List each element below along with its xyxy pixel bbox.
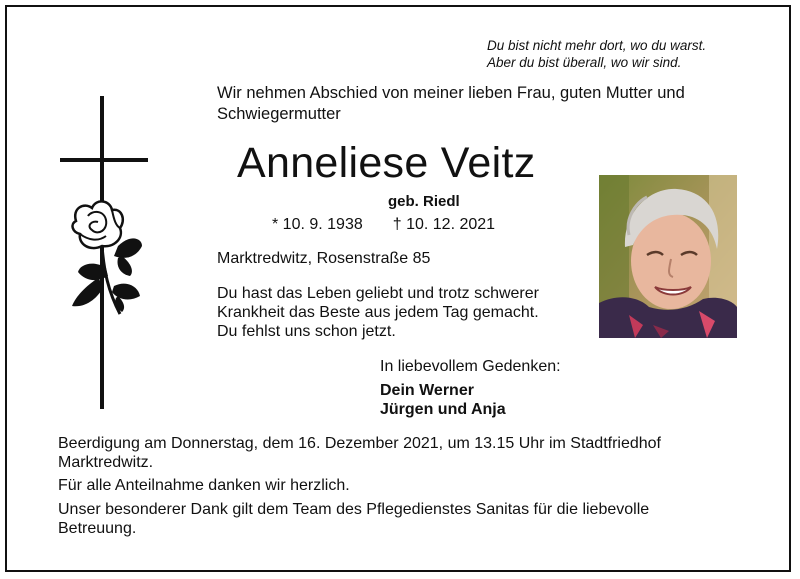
motto-line-1: Du bist nicht mehr dort, wo du warst. [487,38,707,53]
portrait-photo [599,175,737,338]
special-thanks-line-2: Betreuung. [58,520,137,537]
funeral-line-1: Beerdigung am Donnerstag, dem 16. Dezember 2021, um 13.15 Uhr im Stadtfriedhof [58,435,661,452]
motto-line-2: Aber du bist überall, wo wir sind. [487,55,682,70]
deceased-name: Anneliese Veitz [237,139,536,187]
intro-text [217,83,747,125]
funeral-line-2: Marktredwitz. [58,454,154,471]
general-thanks: Für alle Anteilnahme danken wir herzlich. [58,477,350,494]
signers [380,381,506,419]
cross-icon [58,96,158,412]
verse [217,284,597,341]
address: Marktredwitz, Rosenstraße 85 [217,250,431,267]
intro-line-2: Schwiegermutter [217,105,341,123]
special-thanks [58,500,748,538]
remembrance-intro: In liebevollem Gedenken: [380,358,561,375]
verse-line-2: Krankheit das Beste aus jedem Tag gemacht. [217,304,539,321]
intro-line-1: Wir nehmen Abschied von meiner lieben Frau, guten Mutter und [217,84,685,102]
funeral-info [58,434,748,472]
birth-date: * 10. 9. 1938 [272,216,363,233]
born-name: geb. Riedl [388,193,460,210]
verse-line-3: Du fehlst uns schon jetzt. [217,323,396,340]
verse-line-1: Du hast das Leben geliebt und trotz schwerer [217,285,539,302]
rose-icon [72,201,142,314]
signer-1: Dein Werner [380,382,474,399]
death-date: † 10. 12. 2021 [392,216,496,233]
life-dates [272,216,495,234]
signer-2: Jürgen und Anja [380,401,506,418]
motto [487,37,706,71]
special-thanks-line-1: Unser besonderer Dank gilt dem Team des Pflegedienstes Sanitas für die liebevolle [58,501,650,518]
